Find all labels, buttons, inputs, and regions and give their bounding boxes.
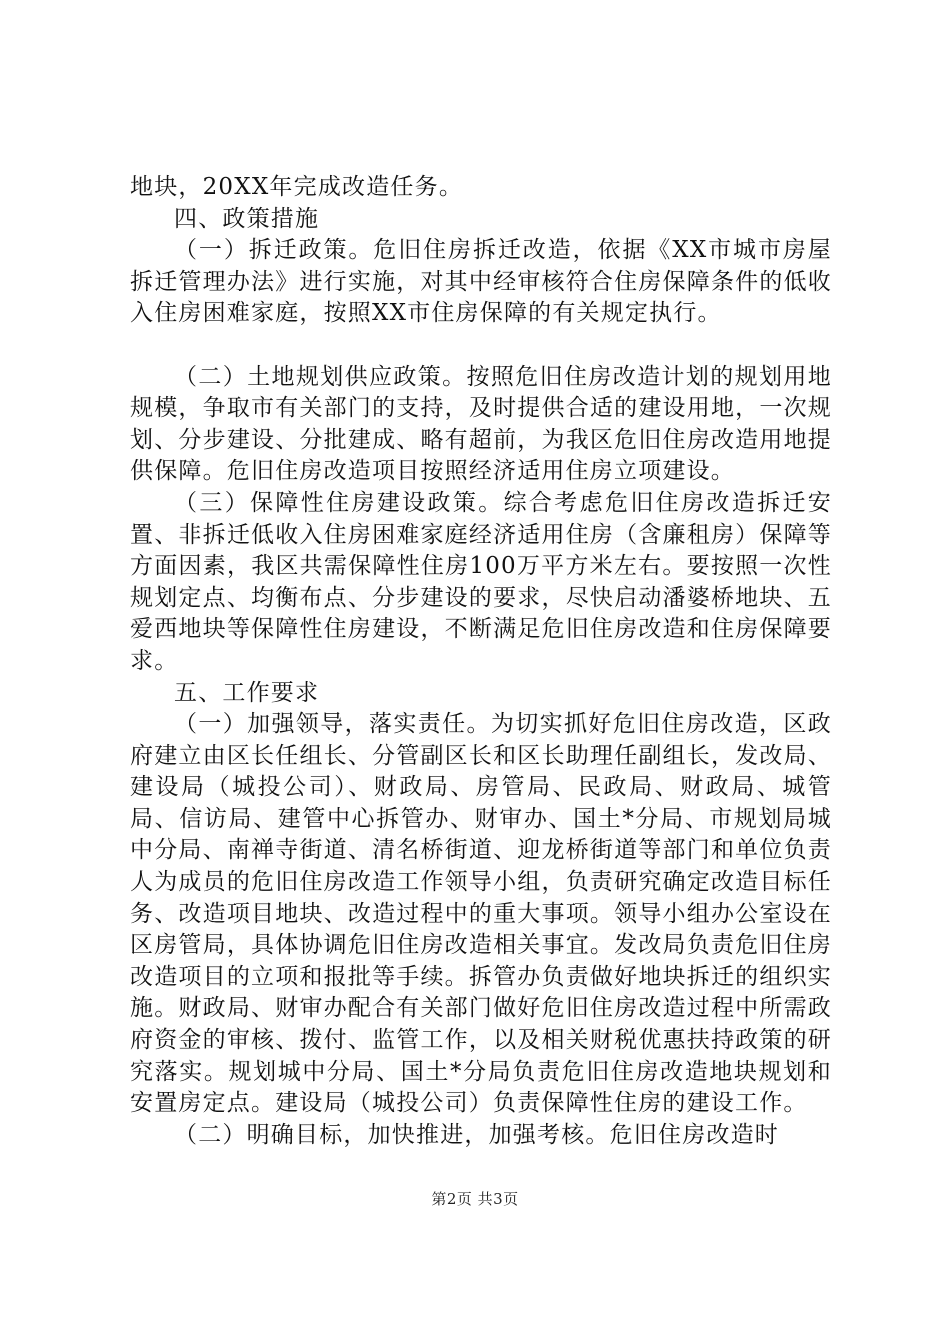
paragraph-leadership-responsibility: （一）加强领导，落实责任。为切实抓好危旧住房改造，区政府建立由区长任组长、分管副区长和区长助理任副组长，发改局、建设局（城投公司）、财政局、房管局、民政局、财政局、城管局、信访局、建管中心拆管办、财审办、国土*分局、市规划局城中分局、南禅寺街道、清名桥街道、迎龙桥街道等部门和单位负责人为成员的危旧住房改造工作领导小组，负责研究确定改造目标任务、改造项目地块、改造过程中的重大事项。领导小组办公室设在区房管局，具体协调危旧住房改造相关事宜。发改局负责危旧住房改造项目的立项和报批等手续。拆管办负责做好地块拆迁的组织实施。财政局、财审办配合有关部门做好危旧住房改造过程中所需政府资金的审核、拨付、监管工作，以及相关财税优惠扶持政策的研究落实。规划城中分局、国土*分局负责危旧住房改造地块规划和安置房定点。建设局（城投公司）负责保障性住房的建设工作。 [130, 711, 832, 1117]
page-number-footer: 第2页 共3页 [431, 1190, 519, 1208]
paragraph-continuation: 地块，20XX年完成改造任务。 [130, 174, 464, 200]
paragraph-demolition-policy: （一）拆迁政策。危旧住房拆迁改造，依据《XX市城市房屋拆迁管理办法》进行实施，对其中经审核符合住房保障条件的低收入住房困难家庭，按照XX市住房保障的有关规定执行。 [130, 237, 832, 327]
paragraph-targets-assessment: （二）明确目标，加快推进，加强考核。危旧住房改造时 [174, 1121, 779, 1148]
paragraph-land-planning-policy: （二）土地规划供应政策。按照危旧住房改造计划的规划用地规模，争取市有关部门的支持，及时提供合适的建设用地，一次规划、分步建设、分批建成、略有超前，为我区危旧住房改造用地提供保障。危旧住房改造项目按照经济适用住房立项建设。 [130, 363, 832, 485]
paragraph-affordable-housing-policy: （三）保障性住房建设政策。综合考虑危旧住房改造拆迁安置、非拆迁低收入住房困难家庭经济适用住房（含廉租房）保障等方面因素，我区共需保障性住房100万平方米左右。要按照一次性规划定点、均衡布点、分步建设的要求，尽快启动潘婆桥地块、五爱西地块等保障性住房建设，不断满足危旧住房改造和住房保障要求。 [130, 489, 832, 674]
section-heading-policy-measures: 四、政策措施 [174, 205, 320, 232]
section-heading-work-requirements: 五、工作要求 [174, 679, 320, 706]
paragraph-spacer [130, 330, 832, 362]
document-body [130, 172, 832, 1151]
